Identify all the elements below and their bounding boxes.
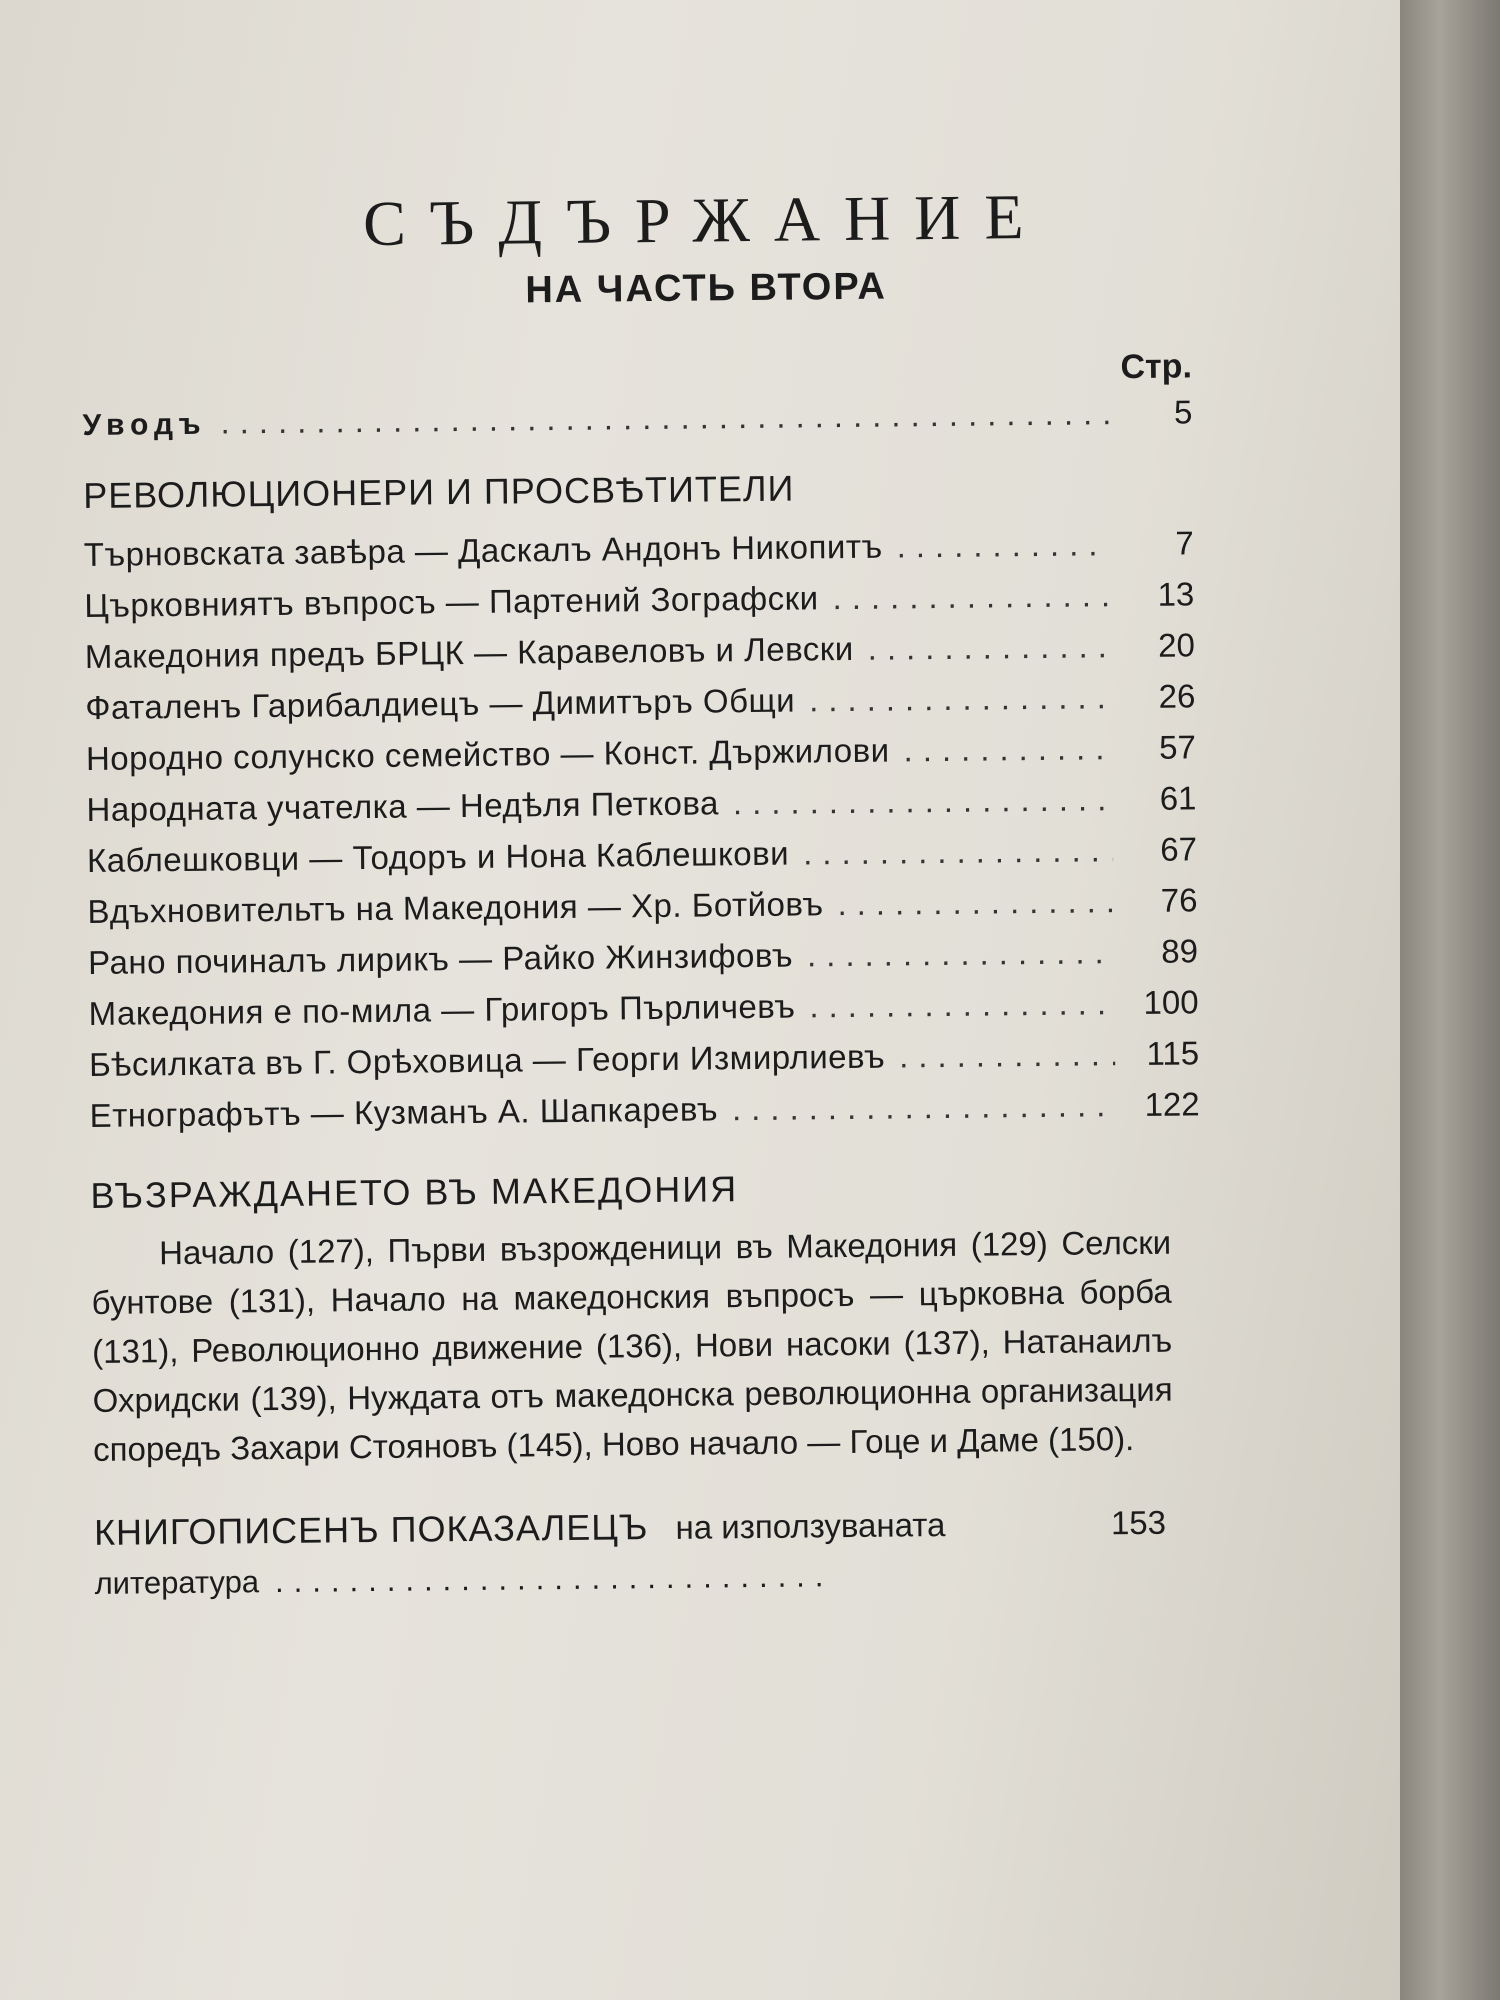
toc-entry-title: Македония предъ БРЦК — Каравеловъ и Левски: [84, 629, 854, 675]
toc-entry-title: Църковниятъ въпросъ — Партений Зографски: [84, 579, 819, 624]
toc-entry-page: 115: [1146, 1034, 1200, 1072]
leader-dots: [809, 671, 1112, 725]
bibliography-title: КНИГОПИСЕНЪ ПОКАЗАЛЕЦЪ: [93, 1506, 649, 1553]
table-of-contents: [80, 178, 1205, 1609]
toc-entry-page: 89: [1161, 932, 1199, 970]
toc-entry-list: [84, 517, 1200, 1141]
leader-dots: [903, 722, 1112, 775]
toc-entry-page: 76: [1160, 881, 1198, 919]
bibliography-entry: [94, 1496, 1205, 1609]
toc-entry-title: Бѣсилката въ Г. Орѣховица — Георги Измирлиевъ: [88, 1037, 886, 1083]
leader-dots: [807, 926, 1115, 980]
page-title: СЪДЪРЖАНИЕ: [362, 180, 1048, 260]
toc-entry-title: Рано починалъ лирикъ — Райко Жинзифовъ: [87, 936, 794, 981]
toc-entry-title: Македония е по-мила — Григоръ Пърличевъ: [88, 987, 796, 1032]
toc-entry-title: Вдъхновительтъ на Македония — Хр. Ботйовъ: [87, 885, 824, 930]
leader-dots: [832, 569, 1110, 623]
bibliography-text-1: на използуваната: [675, 1506, 946, 1546]
leader-dots: [899, 1028, 1116, 1081]
page-column-label: Стр.: [1120, 347, 1193, 387]
toc-entry-title: Търновската завѣра — Даскалъ Андонъ Никопитъ: [83, 527, 883, 573]
leader-dots: [733, 773, 1113, 828]
section-heading: РЕВОЛЮЦИОНЕРИ И ПРОСВѢТИТЕЛИ: [82, 467, 795, 516]
toc-entry-title: Фаталенъ Гарибалдиецъ — Димитъръ Общи: [85, 681, 796, 726]
page-subtitle: НА ЧАСТЬ ВТОРА: [525, 265, 888, 312]
toc-entry: [89, 1078, 1199, 1141]
toc-entry-title: Етнографътъ — Кузманъ А. Шапкаревъ: [89, 1090, 719, 1134]
leader-dots: [837, 875, 1114, 929]
toc-entry-page: 7: [1175, 524, 1194, 562]
section-heading-revival: ВЪЗРАЖДАНЕТО ВЪ МАКЕДОНИЯ: [90, 1168, 739, 1216]
toc-entry-page: 67: [1160, 830, 1198, 868]
toc-entry-title: Нородно солунско семейство — Конст. Държилови: [85, 731, 890, 777]
toc-entry-title: Народната учателка — Недѣля Петкова: [86, 784, 720, 828]
leader-dots: [803, 824, 1113, 878]
bibliography-text-2: литература: [94, 1564, 260, 1601]
book-edge: [1400, 0, 1500, 2000]
toc-entry-page: 26: [1158, 677, 1196, 715]
leader-dots: [867, 620, 1111, 674]
toc-entry-page: 13: [1157, 575, 1195, 613]
revival-paragraph: Начало (127), Първи възрожденици въ Македония (129) Селски бунтове (131), Начало на македонския въпросъ — църковна борба (131), Революционно движение (136), Нови насоки (137), Натанаилъ Охридски (139), Нуждата отъ македонска революционна организация споредъ Захари Стояновъ (145), Ново начало — Гоце и Даме (150).: [91, 1223, 1173, 1468]
toc-entry-page: 100: [1143, 983, 1199, 1021]
toc-entry-intro: [82, 386, 1192, 449]
toc-entry-title: Уводъ: [82, 407, 207, 442]
leader-dots: [896, 518, 1110, 571]
toc-entry-page: 57: [1158, 728, 1197, 766]
leader-dots: [809, 977, 1115, 1031]
leader-dots: [220, 387, 1108, 447]
toc-entry-page: 61: [1159, 779, 1197, 817]
bibliography-page: 153: [1110, 1503, 1167, 1542]
toc-entry-title: Каблешковци — Тодоръ и Нона Каблешкови: [86, 834, 790, 879]
toc-entry-page: 122: [1144, 1085, 1200, 1123]
leader-dots: [275, 1551, 835, 1607]
toc-entry-page: 20: [1157, 626, 1196, 664]
leader-dots: [732, 1079, 1116, 1134]
toc-entry-page: 5: [1173, 393, 1193, 431]
